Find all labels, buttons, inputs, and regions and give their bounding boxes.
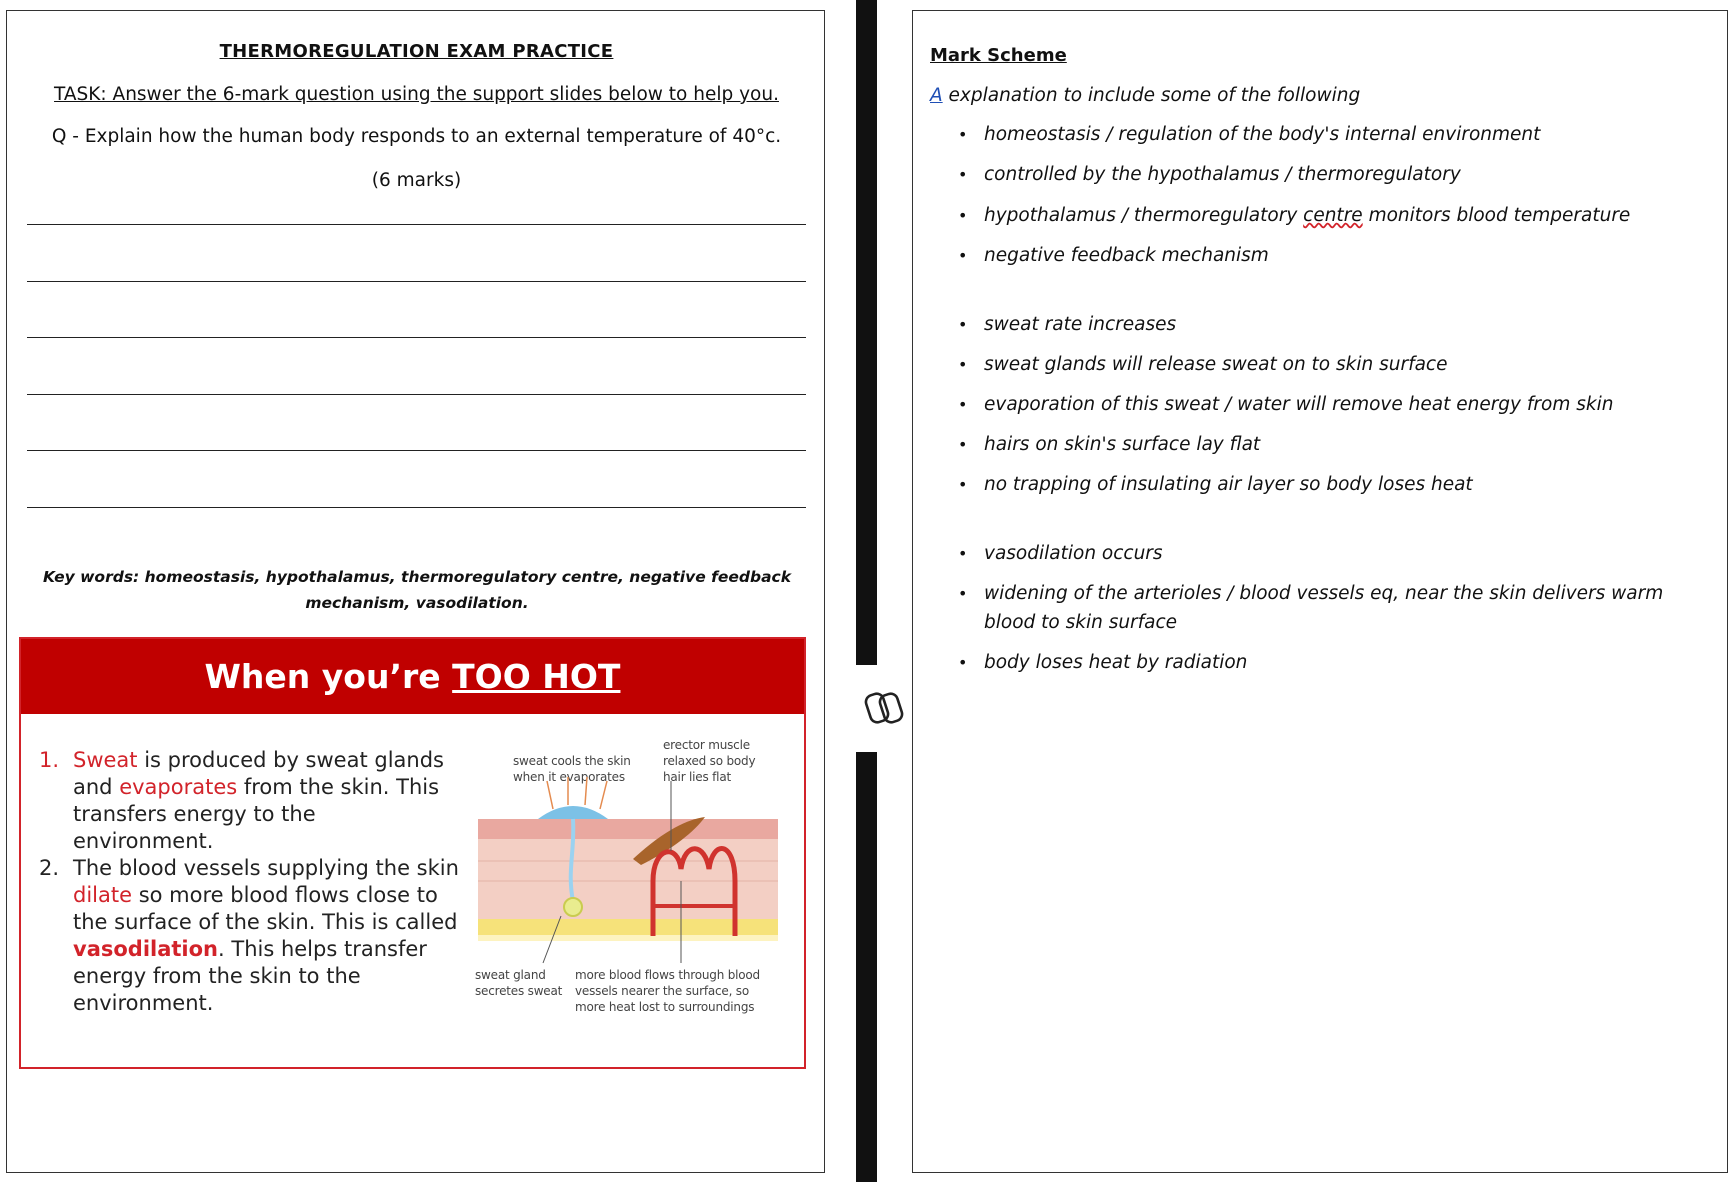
mark-scheme-item: negative feedback mechanism <box>984 245 1269 266</box>
slide-item-sweat <box>39 747 459 855</box>
copilot-icon[interactable] <box>860 683 910 733</box>
mark-scheme-page <box>912 10 1728 1173</box>
label-line: hair lies flat <box>663 770 731 784</box>
slide-text: so more blood flows close to the surface of the skin. This is called <box>73 883 458 934</box>
evaporation-arrows <box>547 777 607 809</box>
bullet: • <box>958 653 968 672</box>
mark-scheme-item <box>984 201 1714 230</box>
mark-scheme-item: sweat rate increases <box>984 314 1177 335</box>
label-more-blood <box>575 967 760 1015</box>
answer-line <box>27 224 806 225</box>
marks-label: (6 marks) <box>371 170 462 191</box>
item-text: hypothalamus / thermoregulatory <box>984 205 1304 226</box>
key-words: Key words: homeostasis, hypothalamus, thermoregulatory centre, negative feedback mechanism, vasodilation. <box>42 568 792 612</box>
mark-scheme-item: no trapping of insulating air layer so body loses heat <box>984 474 1473 495</box>
spelling-flag: centre <box>1303 205 1363 226</box>
bullet: • <box>958 435 968 454</box>
slide-list <box>39 747 459 1017</box>
intro-first-word: A <box>930 85 943 106</box>
label-line: vessels nearer the surface, so <box>575 984 749 998</box>
slide-text: . This helps transfer energy from the skin to the environment. <box>73 937 427 1015</box>
slide-item-vasodilation <box>39 855 459 1017</box>
bullet: • <box>958 355 968 374</box>
worksheet-title: THERMOREGULATION EXAM PRACTICE <box>219 41 614 62</box>
slide-header <box>21 639 804 714</box>
mark-scheme-item: controlled by the hypothalamus / thermoregulatory <box>984 164 1461 185</box>
worksheet-page <box>6 10 825 1173</box>
mark-scheme-item: vasodilation occurs <box>984 543 1163 564</box>
skin-diagram <box>473 731 793 1041</box>
bullet: • <box>958 125 968 144</box>
answer-line <box>27 394 806 395</box>
slide-text: The blood vessels supplying the skin <box>73 856 459 880</box>
bullet: • <box>958 395 968 414</box>
sweat-droplet <box>538 806 608 819</box>
exam-question: Q - Explain how the human body responds to an external temperature of 40°c. <box>51 126 782 147</box>
slide-header-prefix: When you’re <box>204 657 453 696</box>
mark-scheme-item: hairs on skin's surface lay flat <box>984 434 1261 455</box>
mark-scheme-item: evaporation of this sweat / water will remove heat energy from skin <box>984 394 1614 415</box>
bullet: • <box>958 475 968 494</box>
highlight-vasodilation: vasodilation <box>73 937 219 961</box>
answer-line <box>27 507 806 508</box>
page-divider <box>856 752 877 1182</box>
mark-scheme-intro <box>930 85 1360 106</box>
intro-text: explanation to include some of the following <box>942 85 1361 106</box>
label-line: more blood flows through blood <box>575 968 760 982</box>
label-sweat-gland <box>475 967 562 999</box>
mark-scheme-item: body loses heat by radiation <box>984 652 1248 673</box>
sweat-gland <box>564 898 582 916</box>
mark-scheme-item: homeostasis / regulation of the body's internal environment <box>984 124 1541 145</box>
highlight-dilate: dilate <box>73 883 133 907</box>
mark-scheme-title: Mark Scheme <box>930 45 1067 66</box>
page-divider <box>856 0 877 665</box>
label-line: secretes sweat <box>475 984 563 998</box>
answer-line <box>27 450 806 451</box>
slide-item-number: 1. <box>39 748 60 772</box>
answer-line <box>27 337 806 338</box>
too-hot-slide <box>19 637 806 1069</box>
label-line: when it evaporates <box>513 770 625 784</box>
bullet: • <box>958 544 968 563</box>
bullet: • <box>958 165 968 184</box>
slide-item-number: 2. <box>39 856 60 880</box>
epidermis-layer <box>478 819 778 839</box>
label-line: sweat cools the skin <box>513 754 631 768</box>
slide-text: is produced by sweat glands and <box>73 748 444 799</box>
highlight-sweat: Sweat <box>73 748 138 772</box>
bullet: • <box>958 206 968 225</box>
label-line: sweat gland <box>475 968 546 982</box>
task-instruction: TASK: Answer the 6-mark question using the support slides below to help you. <box>54 84 779 105</box>
bullet: • <box>958 246 968 265</box>
bullet: • <box>958 315 968 334</box>
highlight-evaporates: evaporates <box>119 775 238 799</box>
copilot-glyph <box>863 688 907 728</box>
item-text: monitors blood temperature <box>1362 205 1631 226</box>
mark-scheme-item: widening of the arterioles / blood vessels eq, near the skin delivers warm blood to skin surface <box>984 583 1664 633</box>
label-line: relaxed so body <box>663 754 756 768</box>
answer-line <box>27 281 806 282</box>
bullet: • <box>958 584 968 603</box>
label-line: more heat lost to surroundings <box>575 1000 755 1014</box>
mark-scheme-item: sweat glands will release sweat on to skin surface <box>984 354 1448 375</box>
label-line: erector muscle <box>663 738 750 752</box>
slide-text: from the skin. This transfers energy to the environment. <box>73 775 440 853</box>
slide-header-emphasis: TOO HOT <box>452 657 621 696</box>
